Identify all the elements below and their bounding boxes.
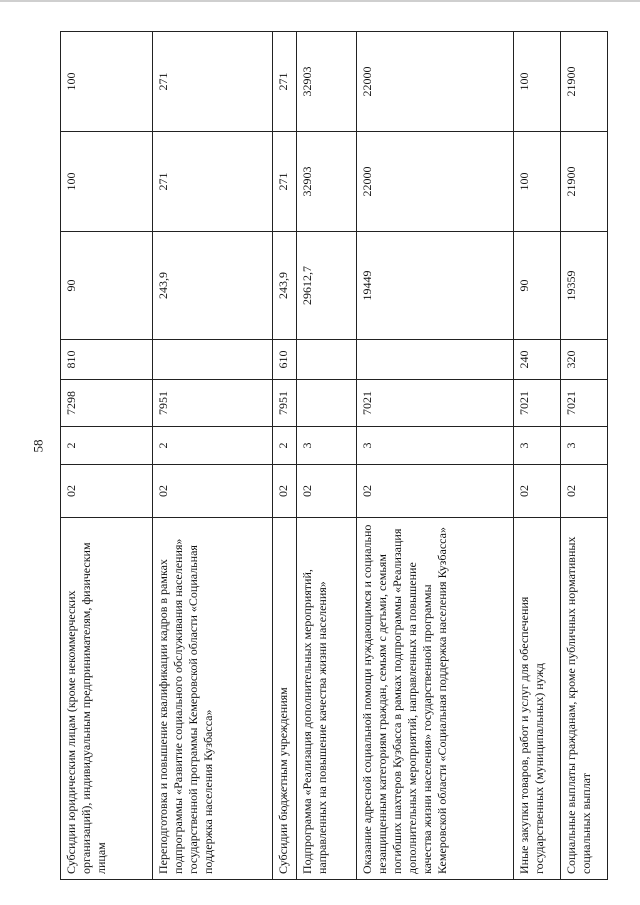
amount-year-1: 243,9 bbox=[272, 232, 297, 340]
subprogram-code: 2 bbox=[61, 427, 153, 465]
amount-year-2: 32903 bbox=[297, 132, 356, 232]
expense-type-code: 320 bbox=[560, 340, 607, 380]
row-name: Субсидии бюджетным учреждениям bbox=[272, 518, 297, 880]
amount-year-1: 90 bbox=[513, 232, 560, 340]
table-row bbox=[61, 32, 153, 880]
expense-type-code bbox=[356, 340, 513, 380]
table-row bbox=[560, 32, 607, 880]
expense-type-code: 610 bbox=[272, 340, 297, 380]
row-name: Субсидии юридическим лицам (кроме некоммерческих организаций), индивидуальным предпринимателям, физическим лицам bbox=[61, 518, 153, 880]
amount-year-3: 22000 bbox=[356, 32, 513, 132]
subprogram-code: 3 bbox=[356, 427, 513, 465]
rotated-page-content bbox=[60, 32, 608, 880]
amount-year-2: 271 bbox=[272, 132, 297, 232]
expense-type-code: 240 bbox=[513, 340, 560, 380]
amount-year-3: 100 bbox=[513, 32, 560, 132]
target-article-code: 7951 bbox=[272, 380, 297, 427]
expense-type-code: 810 bbox=[61, 340, 153, 380]
table-row bbox=[513, 32, 560, 880]
section-code: 02 bbox=[297, 465, 356, 518]
target-article-code: 7298 bbox=[61, 380, 153, 427]
table-row bbox=[272, 32, 297, 880]
section-code: 02 bbox=[272, 465, 297, 518]
amount-year-2: 21900 bbox=[560, 132, 607, 232]
row-name: Иные закупки товаров, работ и услуг для обеспечения государственных (муниципальных) нужд bbox=[513, 518, 560, 880]
row-name: Подпрограмма «Реализация дополнительных мероприятий, направленных на повышение качества жизни населения» bbox=[297, 518, 356, 880]
page-number bbox=[28, 416, 48, 476]
amount-year-2: 100 bbox=[513, 132, 560, 232]
subprogram-code: 3 bbox=[297, 427, 356, 465]
amount-year-2: 22000 bbox=[356, 132, 513, 232]
target-article-code: 7021 bbox=[513, 380, 560, 427]
target-article-code: 7021 bbox=[356, 380, 513, 427]
amount-year-3: 32903 bbox=[297, 32, 356, 132]
subprogram-code: 3 bbox=[560, 427, 607, 465]
section-code: 02 bbox=[356, 465, 513, 518]
amount-year-2: 271 bbox=[152, 132, 272, 232]
budget-table bbox=[60, 31, 608, 880]
row-name: Переподготовка и повышение квалификации кадров в рамках подпрограммы «Развитие социального обслуживания населения» государственной программы Кемеровской области «Социальная поддержка населения Кузбасса» bbox=[152, 518, 272, 880]
section-code: 02 bbox=[61, 465, 153, 518]
target-article-code: 7021 bbox=[560, 380, 607, 427]
amount-year-1: 29612,7 bbox=[297, 232, 356, 340]
subprogram-code: 3 bbox=[513, 427, 560, 465]
page-number-text: 58 bbox=[30, 439, 45, 453]
amount-year-3: 271 bbox=[272, 32, 297, 132]
amount-year-1: 90 bbox=[61, 232, 153, 340]
amount-year-3: 21900 bbox=[560, 32, 607, 132]
table-row bbox=[356, 32, 513, 880]
row-name: Оказание адресной социальной помощи нуждающимся и социально незащищенным категориям граждан, семьям с детьми, семьям погибших шахтеров Кузбасса в рамках подпрограммы «Реализация дополнительных мероприятий, направленных на повышение качества жизни населения» государственной программы Кемеровской области «Социальная поддержка населения Кузбасса» bbox=[356, 518, 513, 880]
amount-year-1: 19449 bbox=[356, 232, 513, 340]
amount-year-1: 19359 bbox=[560, 232, 607, 340]
section-code: 02 bbox=[560, 465, 607, 518]
section-code: 02 bbox=[513, 465, 560, 518]
subprogram-code: 2 bbox=[272, 427, 297, 465]
target-article-code bbox=[297, 380, 356, 427]
top-border bbox=[0, 0, 640, 2]
expense-type-code bbox=[152, 340, 272, 380]
expense-type-code bbox=[297, 340, 356, 380]
amount-year-1: 243,9 bbox=[152, 232, 272, 340]
target-article-code: 7951 bbox=[152, 380, 272, 427]
amount-year-3: 271 bbox=[152, 32, 272, 132]
subprogram-code: 2 bbox=[152, 427, 272, 465]
section-code: 02 bbox=[152, 465, 272, 518]
table-row bbox=[297, 32, 356, 880]
table-row bbox=[152, 32, 272, 880]
amount-year-2: 100 bbox=[61, 132, 153, 232]
row-name: Социальные выплаты гражданам, кроме публичных нормативных социальных выплат bbox=[560, 518, 607, 880]
amount-year-3: 100 bbox=[61, 32, 153, 132]
